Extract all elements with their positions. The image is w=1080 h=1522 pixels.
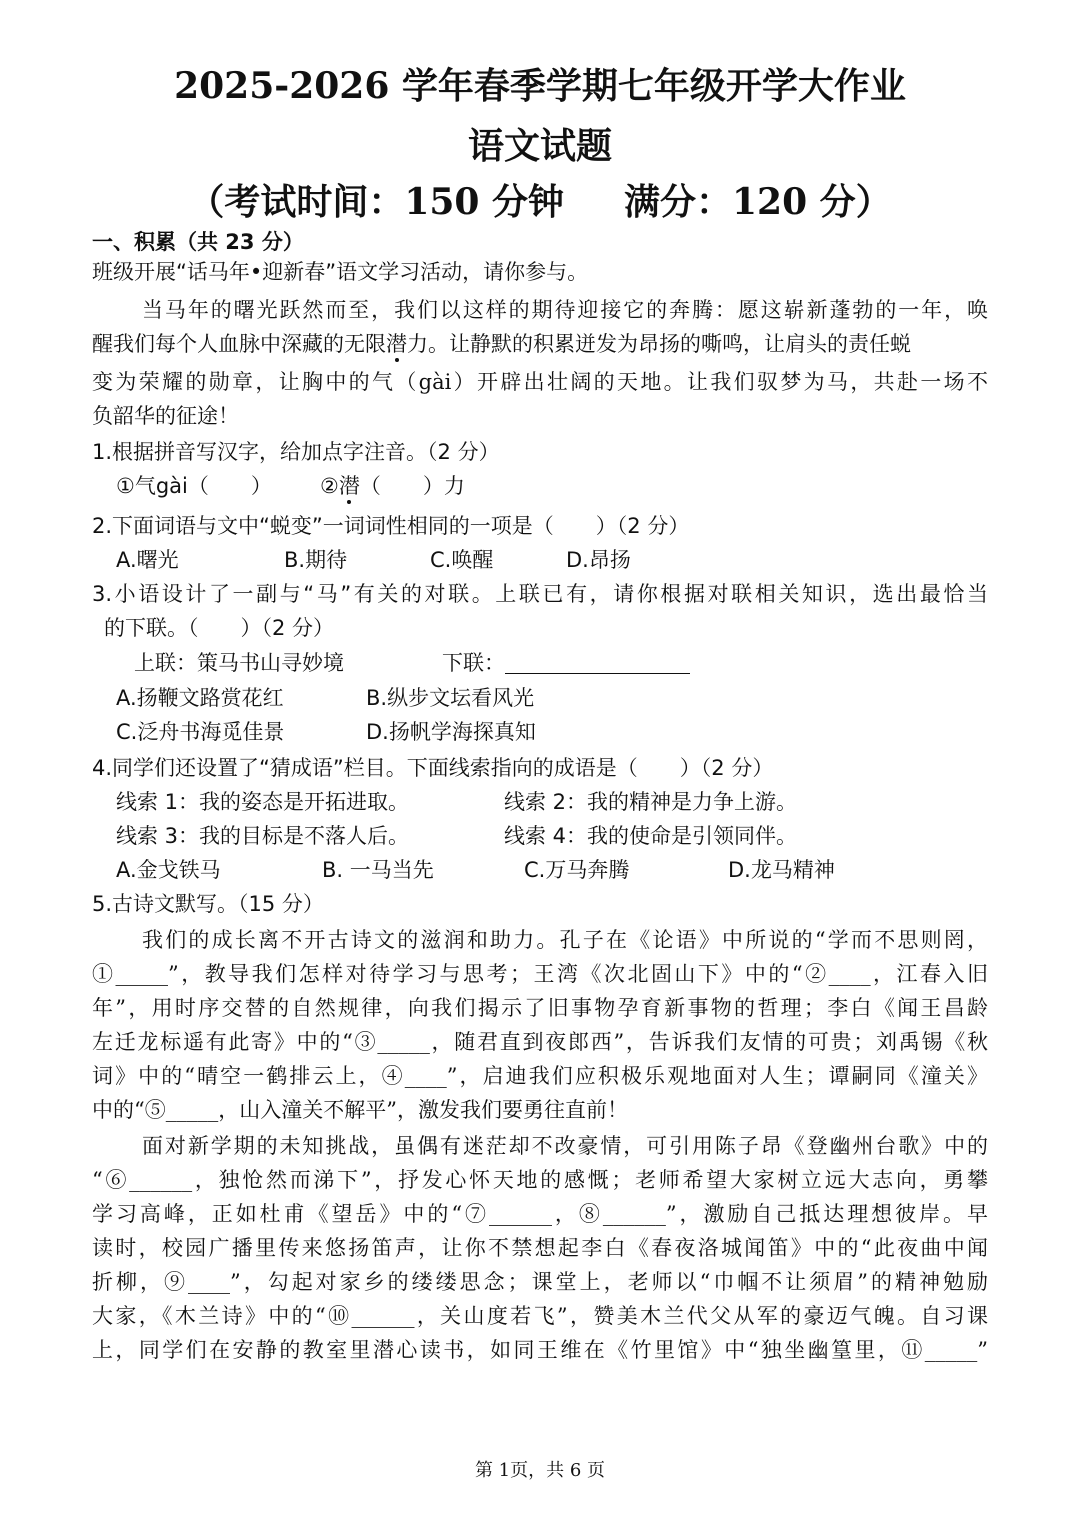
q5-para2-line-6: 大家，《木兰诗》中的“⑩______，关山度若飞”，赞美木兰代父从军的豪迈气魄。自习课 xyxy=(92,1304,988,1328)
exam-time: （考试时间：150 分钟 xyxy=(188,181,564,223)
q1-dotted-char: 潜 xyxy=(338,474,360,498)
passage-line-2a: 醒我们每个人血脉中深藏的无限 xyxy=(92,332,386,356)
section-heading: 一、积累（共 23 分） xyxy=(92,230,304,254)
q4-clue-2: 线索 2：我的精神是力争上游。 xyxy=(504,790,798,814)
q4-option-b: B. 一马当先 xyxy=(322,858,434,882)
q5-para1-line-5: 词》中的“晴空一鹤排云上，④____”，启迪我们应积极乐观地面对人生；谭嗣同《潼关》 xyxy=(92,1064,988,1088)
q4-clue-3: 线索 3：我的目标是不落人后。 xyxy=(116,824,410,848)
q2-stem: 2.下面词语与文中“蜕变”一词词性相同的一项是（ ）（2 分） xyxy=(92,514,690,538)
q4-option-d: D.龙马精神 xyxy=(728,858,835,882)
dotted-char: 潜 xyxy=(386,332,407,356)
q1-stem: 1.根据拼音写汉字，给加点字注音。（2 分） xyxy=(92,440,500,464)
q2-option-a: A.曙光 xyxy=(116,548,179,572)
passage-line-1: 当马年的曙光跃然而至，我们以这样的期待迎接它的奔腾：愿这崭新蓬勃的一年，唤 xyxy=(142,298,988,322)
q4-option-a: A.金戈铁马 xyxy=(116,858,221,882)
passage-line-3: 变为荣耀的勋章，让胸中的气（gài）开辟出壮阔的天地。让我们驭梦为马，共赴一场不 xyxy=(92,370,988,394)
q5-para1-line-1: 我们的成长离不开古诗文的滋润和助力。孔子在《论语》中所说的“学而不思则罔， xyxy=(142,928,988,952)
q5-para2-line-5: 折柳，⑨____”，勾起对家乡的缕缕思念；课堂上，老师以“巾帼不让须眉”的精神勉励 xyxy=(92,1270,988,1294)
q1-opt2-num: ② xyxy=(320,474,339,498)
q4-clue-1: 线索 1：我的姿态是开拓进取。 xyxy=(116,790,410,814)
q3-upper-couplet: 上联：策马书山寻妙境 xyxy=(134,651,344,675)
q3-lower-couplet xyxy=(442,651,690,675)
q4-option-c: C.万马奔腾 xyxy=(524,858,630,882)
q5-para2-line-1: 面对新学期的未知挑战，虽偶有迷茫却不改豪情，可引用陈子昂《登幽州台歌》中的 xyxy=(142,1134,988,1158)
q5-para1-line-3: 年”，用时序交替的自然规律，向我们揭示了旧事物孕育新事物的哲理；李白《闻王昌龄 xyxy=(92,996,988,1020)
q5-para2-line-4: 读时，校园广播里传来悠扬笛声，让你不禁想起李白《春夜洛城闻笛》中的“此夜曲中闻 xyxy=(92,1236,988,1260)
q3-stem-2: 的下联。（ ）（2 分） xyxy=(104,616,335,640)
q1-option-2 xyxy=(320,474,465,498)
q4-clue-4: 线索 4：我的使命是引领同伴。 xyxy=(504,824,798,848)
q3-option-b: B.纵步文坛看风光 xyxy=(366,686,535,710)
q3-stem-1: 3.小语设计了一副与“马”有关的对联。上联已有，请你根据对联相关知识，选出最恰当 xyxy=(92,582,988,606)
activity-intro: 班级开展“话马年•迎新春”语文学习活动，请你参与。 xyxy=(92,260,589,284)
exam-title: 2025-2026 学年春季学期七年级开学大作业 xyxy=(174,65,906,107)
q5-para2-line-2: “⑥______，独怆然而涕下”，抒发心怀天地的感慨；老师希望大家树立远大志向，勇攀 xyxy=(92,1168,988,1192)
q5-para1-line-6: 中的“⑤_____，山入潼关不解平”，激发我们要勇往直前！ xyxy=(92,1098,628,1122)
q2-option-b: B.期待 xyxy=(284,548,348,572)
subject-title: 语文试题 xyxy=(467,125,612,167)
passage-line-2b: 力。让静默的积累迸发为昂扬的嘶鸣，让肩头的责任蜕 xyxy=(407,332,911,356)
q2-option-d: D.昂扬 xyxy=(566,548,631,572)
q3-option-d: D.扬帆学海探真知 xyxy=(366,720,536,744)
q5-para1-line-4: 左迁龙标遥有此寄》中的“③_____，随君直到夜郎西”，告诉我们友情的可贵；刘禹锡《秋 xyxy=(92,1030,988,1054)
q2-option-c: C.唤醒 xyxy=(430,548,494,572)
q3-answer-blank[interactable] xyxy=(505,653,690,674)
q5-para1-line-2: ①_____”，教导我们怎样对待学习与思考；王湾《次北固山下》中的“②____，江春入旧 xyxy=(92,962,988,986)
q5-stem: 5.古诗文默写。（15 分） xyxy=(92,892,324,916)
passage-line-4: 负韶华的征途！ xyxy=(92,404,239,428)
q3-option-c: C.泛舟书海觅佳景 xyxy=(116,720,285,744)
q5-para2-line-3: 学习高峰，正如杜甫《望岳》中的“⑦______，⑧______”，激励自己抵达理想彼岸。早 xyxy=(92,1202,988,1226)
page-number: 第 1页，共 6 页 xyxy=(474,1460,606,1481)
passage-line-2 xyxy=(92,332,988,356)
q5-para2-line-7: 上，同学们在安静的教室里潜心读书，如同王维在《竹里馆》中“独坐幽篁里，⑪_____” xyxy=(92,1338,988,1362)
q3-option-a: A.扬鞭文路赏花红 xyxy=(116,686,284,710)
full-score: 满分：120 分） xyxy=(624,181,892,223)
q1-option-1: ①气gài（ ） xyxy=(116,474,272,498)
exam-info xyxy=(0,174,1080,225)
q3-lower-label: 下联： xyxy=(442,651,505,675)
q1-opt2-rest: （ ）力 xyxy=(359,474,465,498)
q4-stem: 4.同学们还设置了“猜成语”栏目。下面线索指向的成语是（ ）（2 分） xyxy=(92,756,774,780)
